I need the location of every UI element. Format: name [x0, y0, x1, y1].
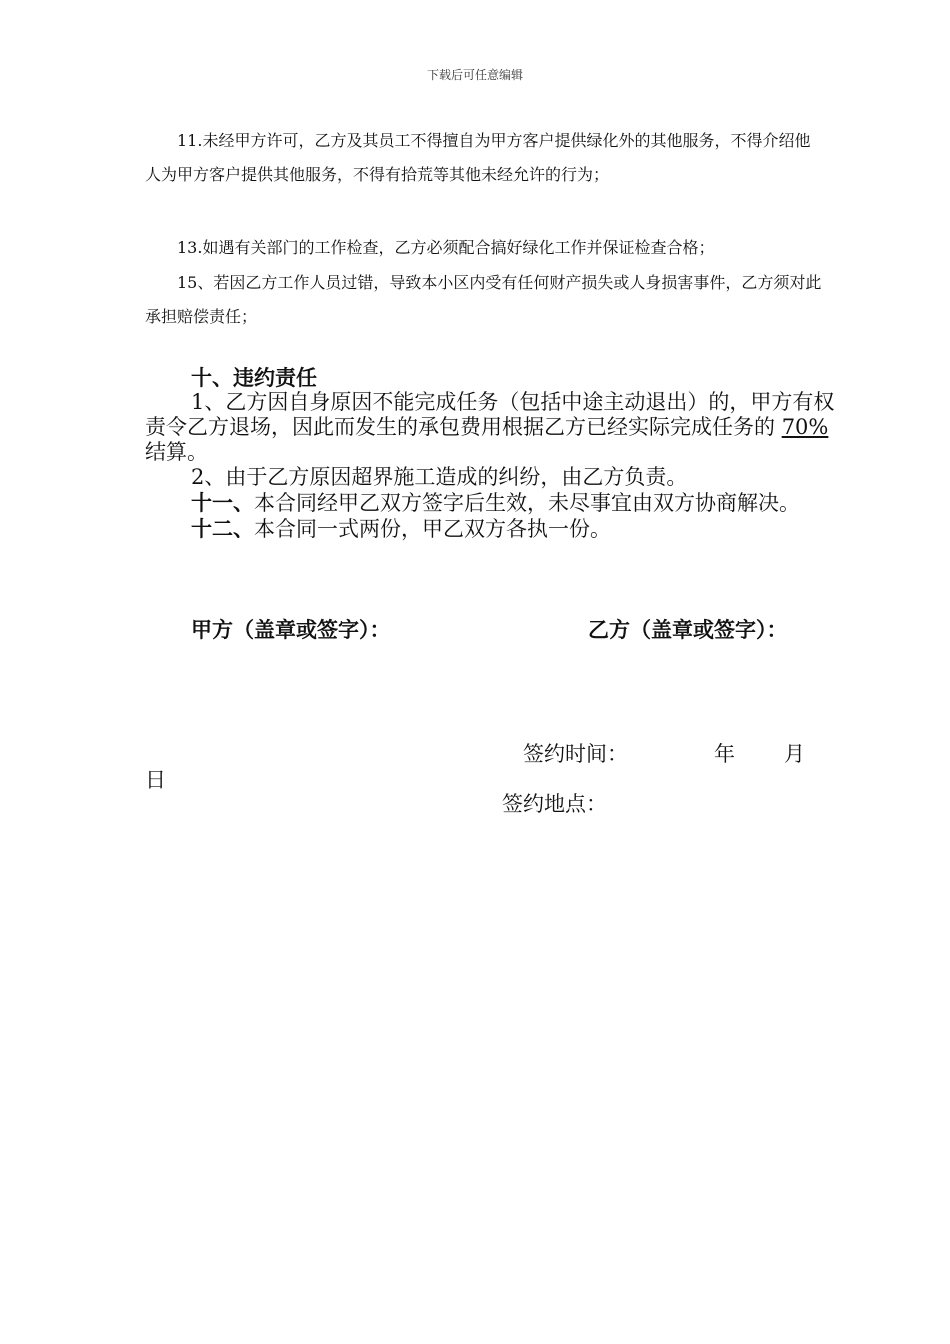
section-12-text: 本合同一式两份，甲乙双方各执一份。: [254, 517, 611, 541]
section-10-p1-text: 1、乙方因自身原因不能完成任务（包括中途主动退出）的，甲方有权责令乙方退场，因此而发生的承包费用根据乙方已经实际完成任务的: [145, 390, 835, 439]
party-b-signature-label: 乙方（盖章或签字）：: [588, 617, 788, 642]
section-10-p1-end: 结算。: [145, 440, 208, 464]
section-10-paragraph-2: 2、由于乙方原因超界施工造成的纠纷，由乙方负责。: [191, 465, 688, 489]
clause-15: 15、若因乙方工作人员过错，导致本小区内受有任何财产损失或人身损害事件，乙方须对此承担赔偿责任；: [145, 273, 822, 326]
section-12-label: 十二、: [191, 516, 254, 541]
section-12: [145, 516, 835, 542]
sign-date-day: 日: [145, 768, 166, 792]
section-10-heading: 十、违约责任: [191, 365, 317, 390]
page-header: 下载后可任意编辑: [426, 68, 523, 82]
section-11: [145, 490, 835, 516]
section-11-label: 十一、: [191, 490, 254, 515]
sign-place-label: 签约地点：: [502, 792, 607, 816]
section-10-body: [145, 390, 835, 542]
sign-date-year: 年: [714, 742, 735, 766]
party-a-signature-label: 甲方（盖章或签字）：: [191, 617, 391, 642]
sign-date-label: 签约时间：: [523, 742, 628, 766]
section-10-p1-percent: 70%: [781, 415, 829, 439]
section-10-paragraph-1: [145, 390, 835, 465]
section-11-text: 本合同经甲乙双方签字后生效，未尽事宜由双方协商解决。: [254, 491, 800, 515]
sign-date-month: 月: [784, 742, 805, 766]
clause-13: 13.如遇有关部门的工作检查，乙方必须配合搞好绿化工作并保证检查合格；: [177, 238, 715, 257]
clause-11: 11.未经甲方许可，乙方及其员工不得擅自为甲方客户提供绿化外的其他服务，不得介绍他人为甲方客户提供其他服务，不得有拾荒等其他未经允许的行为；: [145, 131, 811, 184]
